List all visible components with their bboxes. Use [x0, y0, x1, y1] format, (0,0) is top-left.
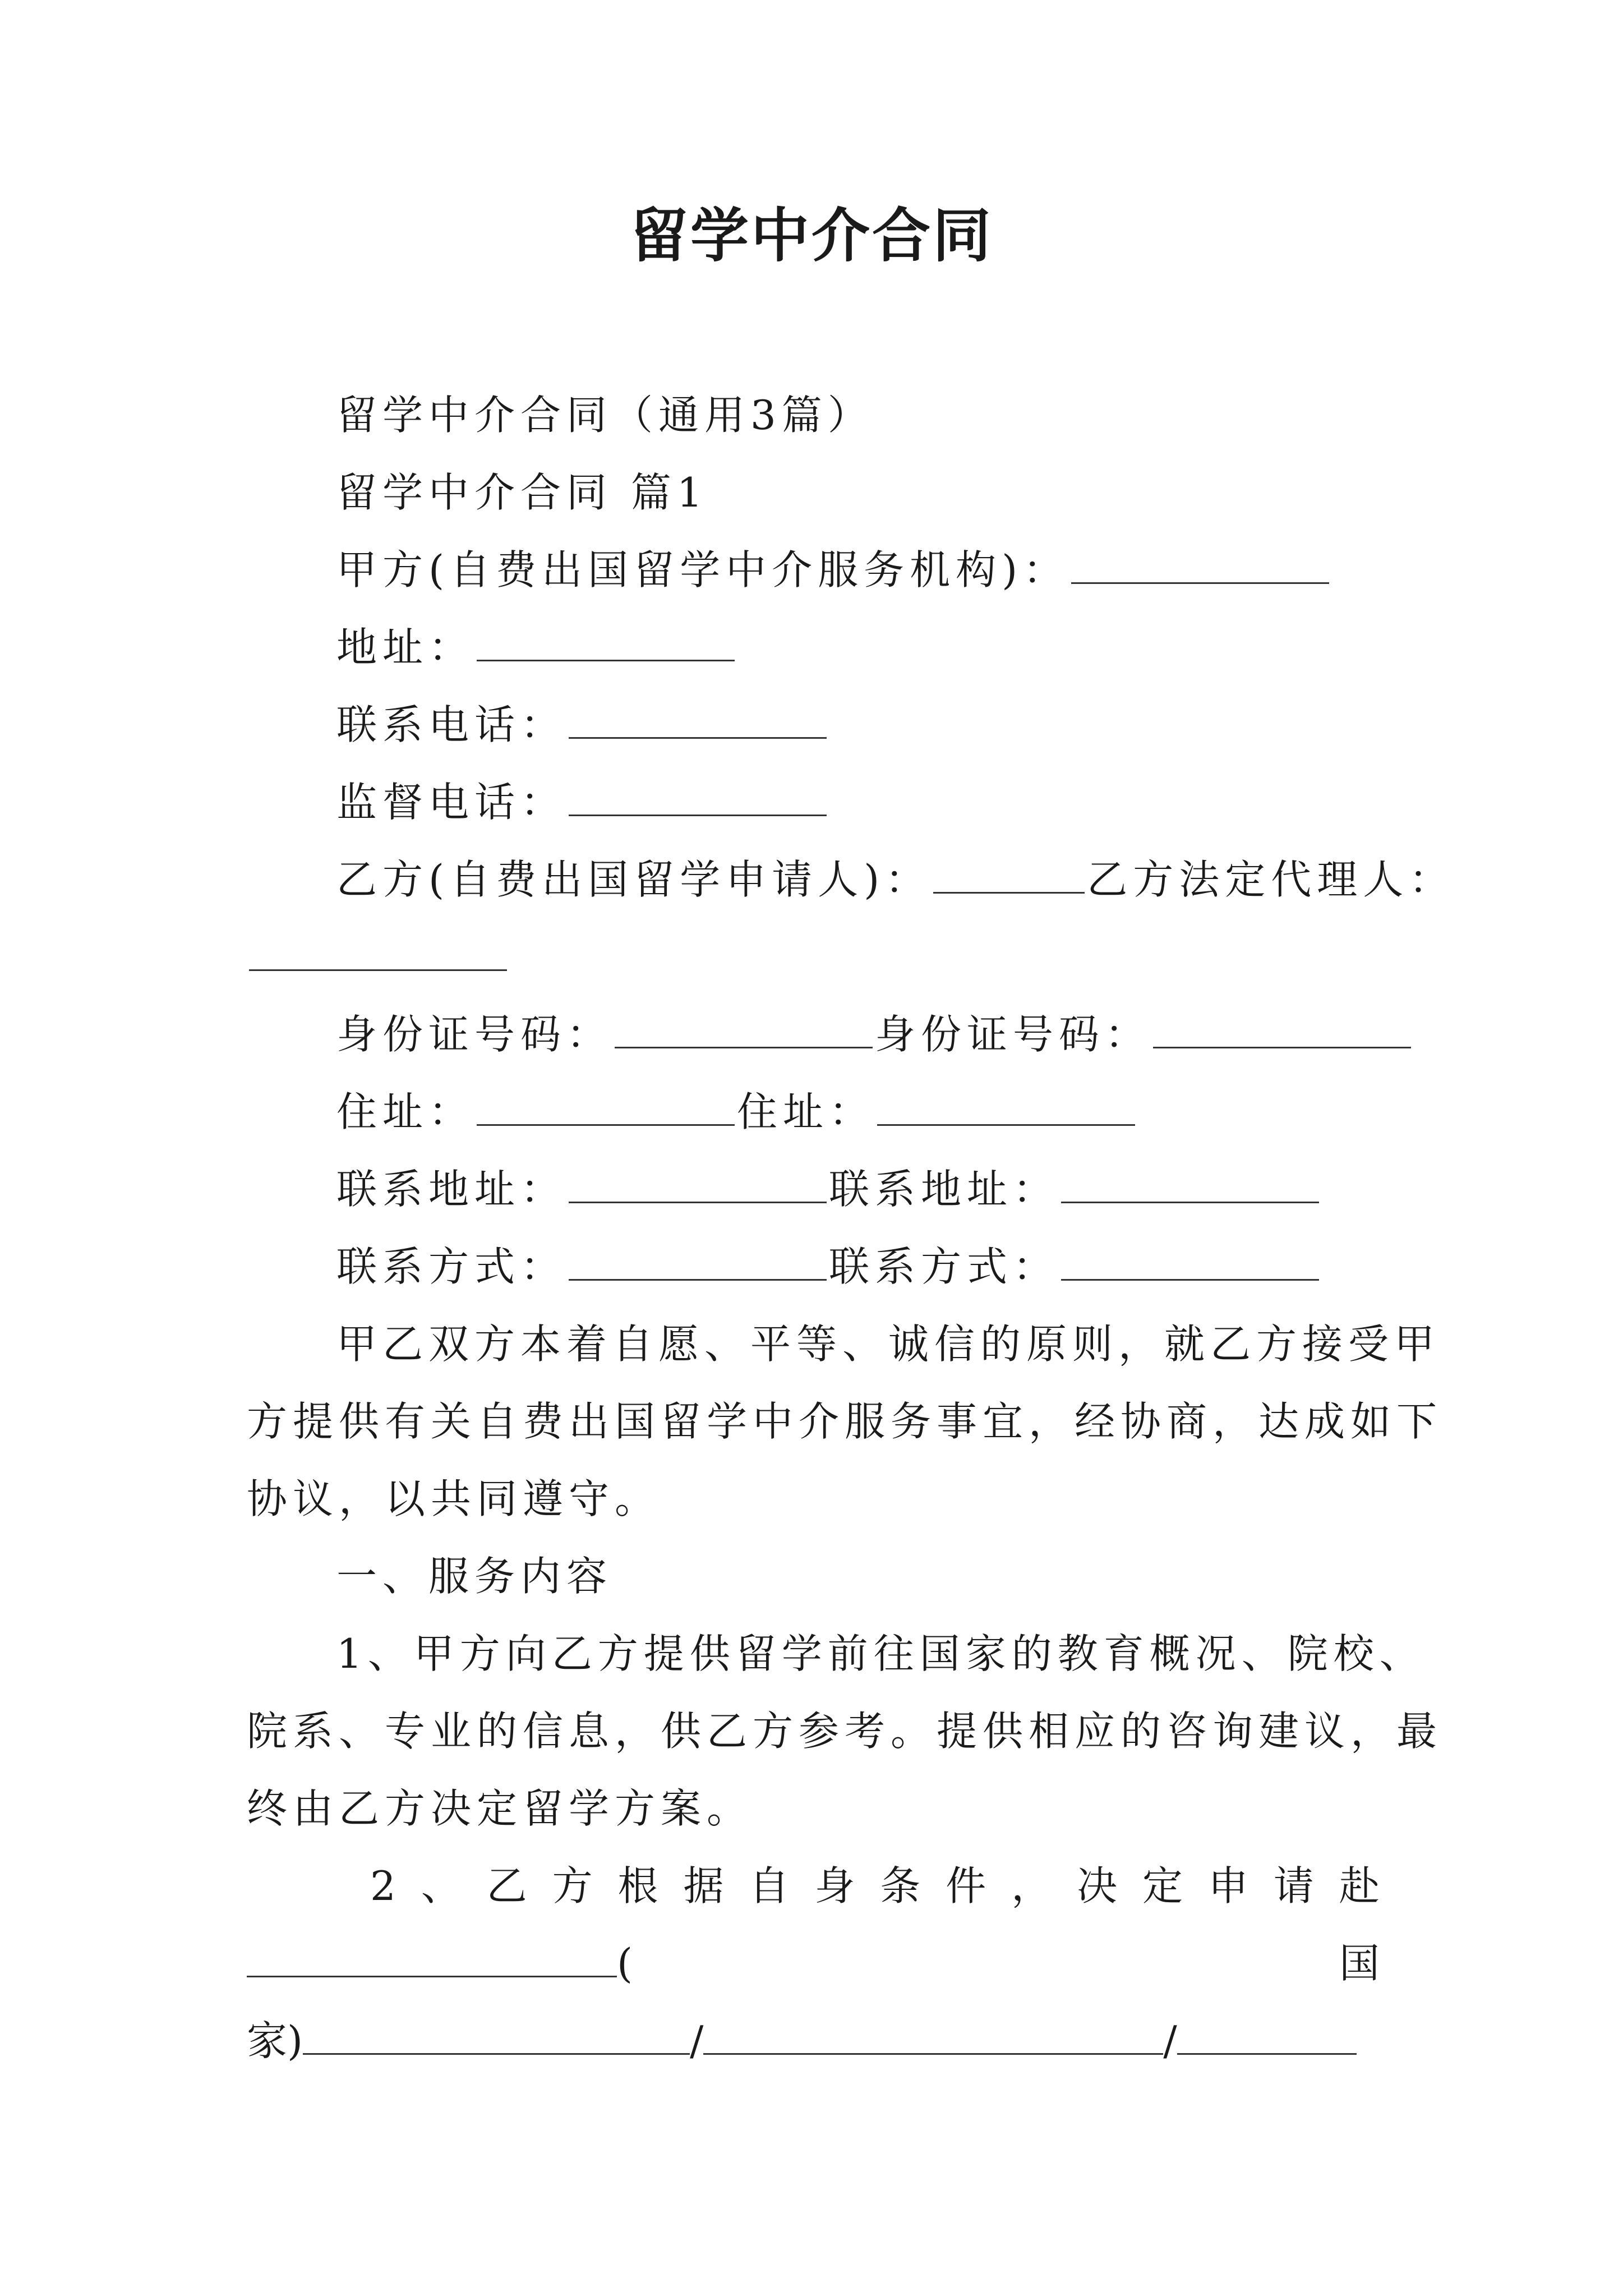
party-b-agent-line: [247, 929, 509, 985]
item-2-city-blank[interactable]: [303, 2019, 690, 2055]
id-number-blank-b[interactable]: [1153, 1013, 1411, 1048]
contact-address-blank-a[interactable]: [569, 1168, 827, 1203]
party-b-label: 乙方(自费出国留学申请人)：: [336, 856, 932, 903]
party-a-supervision-blank[interactable]: [569, 781, 827, 816]
party-a-address-label: 地址：: [336, 624, 475, 671]
item-2-char: 2: [370, 1862, 396, 1910]
contact-method-blank-b[interactable]: [1061, 1245, 1319, 1281]
item-2-slash-1: /: [690, 2017, 704, 2064]
item-2-char: 申: [1207, 1862, 1248, 1910]
id-number-line: [336, 1006, 1413, 1062]
party-a-line: [336, 542, 1331, 598]
residence-label-a: 住址：: [336, 1088, 475, 1135]
party-b-agent-blank[interactable]: [249, 936, 507, 971]
item-2-char: 条: [880, 1862, 921, 1910]
contact-address-label-b: 联系地址：: [829, 1166, 1059, 1213]
party-a-phone-label: 联系电话：: [336, 701, 567, 748]
id-number-label-a: 身份证号码：: [336, 1011, 613, 1058]
intro-line-3: 协议，以共同遵守。: [247, 1475, 661, 1522]
item-2-country-group: [247, 1935, 633, 1991]
contact-address-label-a: 联系地址：: [336, 1166, 567, 1213]
residence-line: [336, 1084, 1137, 1140]
item-2-major-blank[interactable]: [1177, 2019, 1357, 2055]
party-a-blank[interactable]: [1071, 549, 1329, 584]
item-2-char: 赴: [1339, 1862, 1380, 1910]
party-a-address-line: [336, 619, 737, 675]
item-2-country-label: 国: [1339, 1940, 1380, 1987]
id-number-label-b: 身份证号码：: [875, 1011, 1151, 1058]
item-2-char: 身: [814, 1862, 855, 1910]
residence-blank-a[interactable]: [477, 1091, 735, 1126]
item-2-char: 自: [749, 1862, 790, 1910]
item-2-line-2: [247, 1935, 1380, 1991]
party-a-phone-blank[interactable]: [569, 703, 827, 739]
item-2-char: 方: [552, 1862, 593, 1910]
item-2-char: 请: [1273, 1862, 1314, 1910]
section-heading: 留学中介合同 篇1: [336, 469, 708, 516]
party-b-agent-label: 乙方法定代理人：: [1087, 856, 1455, 903]
item-2-destination-blank[interactable]: [247, 1942, 617, 1977]
residence-label-b: 住址：: [737, 1088, 875, 1135]
item-2-line-3: [247, 2013, 1357, 2069]
id-number-blank-a[interactable]: [615, 1013, 873, 1048]
item-2-char: 据: [683, 1862, 724, 1910]
item-2-char: ，: [1011, 1862, 1052, 1910]
item-2-school-blank[interactable]: [703, 2019, 1163, 2055]
party-a-phone-line: [336, 697, 829, 753]
item-2-line-1: [370, 1858, 1380, 1914]
item-2-char: 定: [1142, 1862, 1183, 1910]
party-a-supervision-line: [336, 774, 829, 830]
contact-address-blank-b[interactable]: [1061, 1168, 1319, 1203]
item-1-line-3: 终由乙方决定留学方案。: [247, 1785, 753, 1832]
item-2-paren-open: (: [617, 1940, 633, 1987]
document-subtitle: 留学中介合同（通用3篇）: [336, 392, 874, 439]
item-2-char: 决: [1077, 1862, 1118, 1910]
contact-address-line: [336, 1161, 1321, 1217]
item-1-line-2: 院系、专业的信息，供乙方参考。提供相应的咨询建议，最: [247, 1708, 1443, 1755]
item-2-char: 、: [421, 1862, 462, 1910]
item-2-line-3-prefix: 家): [247, 2017, 303, 2064]
item-2-char: 根: [617, 1862, 658, 1910]
contact-method-line: [336, 1239, 1321, 1295]
contact-method-blank-a[interactable]: [569, 1245, 827, 1281]
contact-method-label-b: 联系方式：: [829, 1243, 1059, 1290]
item-2-char: 件: [946, 1862, 986, 1910]
party-a-supervision-label: 监督电话：: [336, 779, 567, 826]
party-a-label: 甲方(自费出国留学中介服务机构)：: [336, 546, 1069, 593]
intro-line-1: 甲乙双方本着自愿、平等、诚信的原则，就乙方接受甲: [336, 1320, 1441, 1368]
party-a-address-blank[interactable]: [477, 626, 735, 661]
section-1-heading: 一、服务内容: [336, 1553, 613, 1600]
item-2-char: 乙: [486, 1862, 527, 1910]
document-title: 留学中介合同: [629, 201, 993, 270]
residence-blank-b[interactable]: [877, 1091, 1135, 1126]
item-1-line-1: 1、甲方向乙方提供留学前往国家的教育概况、院校、: [336, 1630, 1426, 1677]
item-2-slash-2: /: [1163, 2017, 1177, 2064]
party-b-blank[interactable]: [933, 858, 1085, 894]
contact-method-label-a: 联系方式：: [336, 1243, 567, 1290]
party-b-line: [336, 852, 1455, 908]
intro-line-2: 方提供有关自费出国留学中介服务事宜，经协商，达成如下: [247, 1398, 1443, 1445]
